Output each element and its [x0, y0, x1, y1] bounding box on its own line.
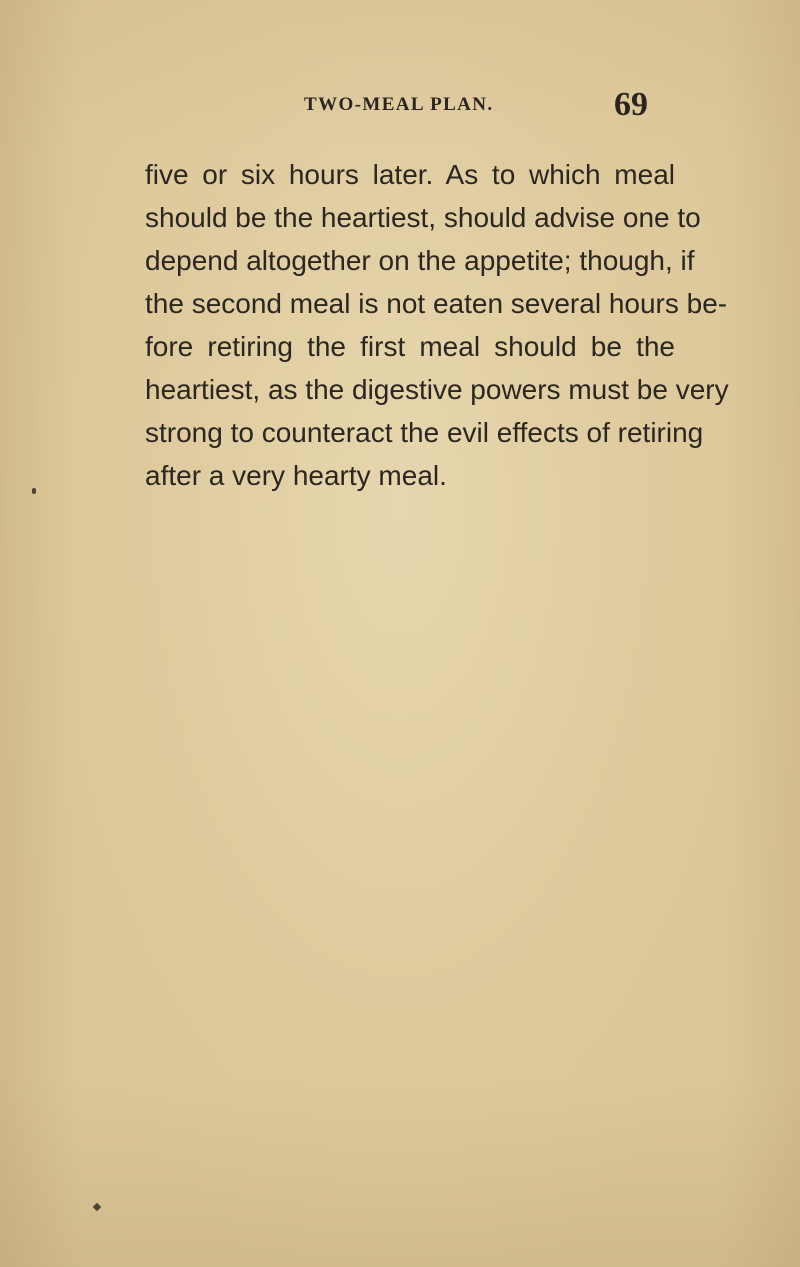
running-title: TWO-MEAL PLAN. [304, 94, 494, 115]
text-line: depend altogether on the appetite; though, if [145, 245, 695, 276]
text-line: the second meal is not eaten several hours be- [145, 288, 728, 319]
body-paragraph [145, 153, 729, 497]
text-line: fore retiring the first meal should be the [145, 331, 675, 362]
text-line-last: after a very hearty meal. [145, 460, 447, 491]
page-number: 69 [614, 86, 648, 123]
text-line: five or six hours later. As to which meal [145, 159, 675, 190]
paper-speck [32, 488, 36, 494]
text-line: strong to counteract the evil effects of retiring [145, 417, 704, 448]
running-head [0, 88, 800, 128]
text-line: heartiest, as the digestive powers must be very [145, 374, 729, 405]
paper-speck [93, 1203, 101, 1211]
text-line: should be the heartiest, should advise one to [145, 202, 701, 233]
